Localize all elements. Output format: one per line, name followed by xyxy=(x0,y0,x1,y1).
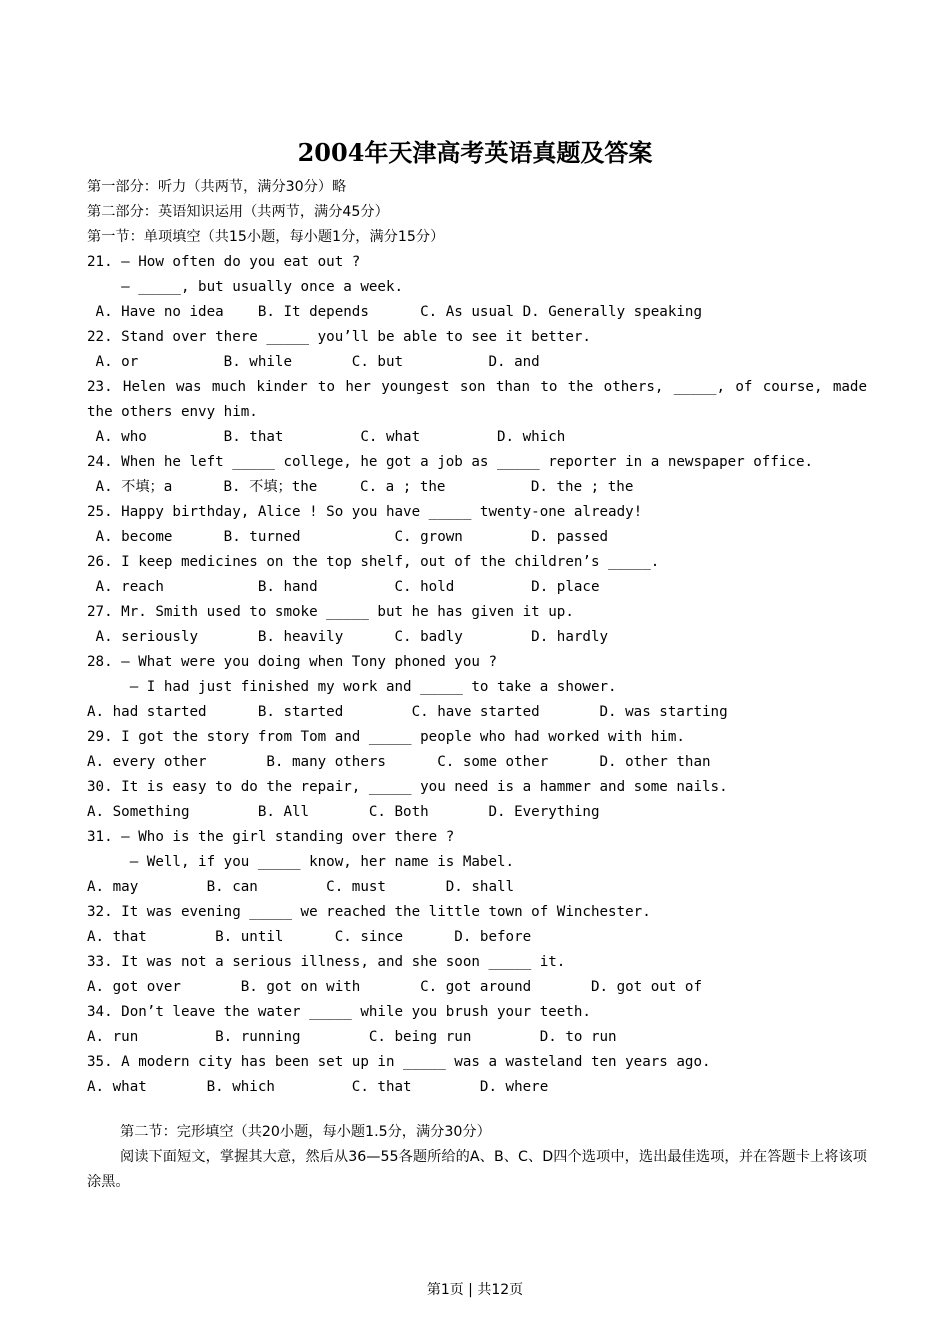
part1-header: 第一部分：听力（共两节，满分30分）略 xyxy=(87,179,347,195)
question-line: 32. It was evening _____ we reached the little town of Winchester. xyxy=(87,904,651,920)
question-line: A. reach B. hand C. hold D. place xyxy=(87,579,600,595)
question-line: 27. Mr. Smith used to smoke _____ but he has given it up. xyxy=(87,604,574,620)
question-line: 35. A modern city has been set up in _____ was a wasteland ten years ago. xyxy=(87,1054,711,1070)
question-line: A. seriously B. heavily C. badly D. hardly xyxy=(87,629,609,645)
question-line: A. may B. can C. must D. shall xyxy=(87,879,515,895)
question-line: A. become B. turned C. grown D. passed xyxy=(87,529,609,545)
question-line: A. every other B. many others C. some other D. other than xyxy=(87,754,711,770)
question-line: 29. I got the story from Tom and _____ people who had worked with him. xyxy=(87,729,685,745)
question-line: 26. I keep medicines on the top shelf, out of the children’s _____. xyxy=(87,554,660,570)
question-line: — _____, but usually once a week. xyxy=(87,279,404,295)
question-line: A. Something B. All C. Both D. Everything xyxy=(87,804,600,820)
question-line: 33. It was not a serious illness, and she soon _____ it. xyxy=(87,954,566,970)
section2-instructions: 阅读下面短文，掌握其大意，然后从36—55各题所给的A、B、C、D四个选项中，选出最佳选项，并在答题卡上将该项涂黑。 xyxy=(87,1149,867,1190)
question-line: 30. It is easy to do the repair, _____ you need is a hammer and some nails. xyxy=(87,779,728,795)
question-line: 34. Don’t leave the water _____ while you brush your teeth. xyxy=(87,1004,591,1020)
question-line: 22. Stand over there _____ you’ll be able to see it better. xyxy=(87,329,591,345)
page-title: 2004年天津高考英语真题及答案 xyxy=(297,138,653,167)
section1-header: 第一节：单项填空（共15小题，每小题1分，满分15分） xyxy=(87,229,445,245)
section2-heading: 第二节：完形填空（共20小题，每小题1.5分，满分30分） xyxy=(120,1124,491,1140)
question-line: A. Have no idea B. It depends C. As usual D. Generally speaking xyxy=(87,304,702,320)
question-list xyxy=(87,250,867,1100)
question-line: A. that B. until C. since D. before xyxy=(87,929,532,945)
page-footer: 第1页 | 共12页 xyxy=(426,1282,524,1298)
question-line: 28. — What were you doing when Tony phoned you ? xyxy=(87,654,497,670)
question-line: 31. — Who is the girl standing over there ? xyxy=(87,829,455,845)
question-line: 24. When he left _____ college, he got a job as _____ reporter in a newspaper office. xyxy=(87,454,814,470)
document-body xyxy=(87,175,867,1195)
question-line: A. got over B. got on with C. got around D. got out of xyxy=(87,979,702,995)
question-line: A. what B. which C. that D. where xyxy=(87,1079,549,1095)
question-line: 21. — How often do you eat out ? xyxy=(87,254,361,270)
question-line: A. or B. while C. but D. and xyxy=(87,354,540,370)
question-line: A. run B. running C. being run D. to run xyxy=(87,1029,617,1045)
question-line: A. had started B. started C. have started D. was starting xyxy=(87,704,728,720)
question-line: — Well, if you _____ know, her name is Mabel. xyxy=(87,854,515,870)
part2-header: 第二部分：英语知识运用（共两节，满分45分） xyxy=(87,204,389,220)
question-line: 23. Helen was much kinder to her youngest son than to the others, _____, of course, made the others envy him. xyxy=(87,379,867,420)
question-line: 25. Happy birthday, Alice ! So you have _____ twenty-one already! xyxy=(87,504,643,520)
question-line: A. 不填；a B. 不填；the C. a ; the D. the ; the xyxy=(87,479,634,495)
question-line: A. who B. that C. what D. which xyxy=(87,429,566,445)
question-line: — I had just finished my work and _____ to take a shower. xyxy=(87,679,617,695)
